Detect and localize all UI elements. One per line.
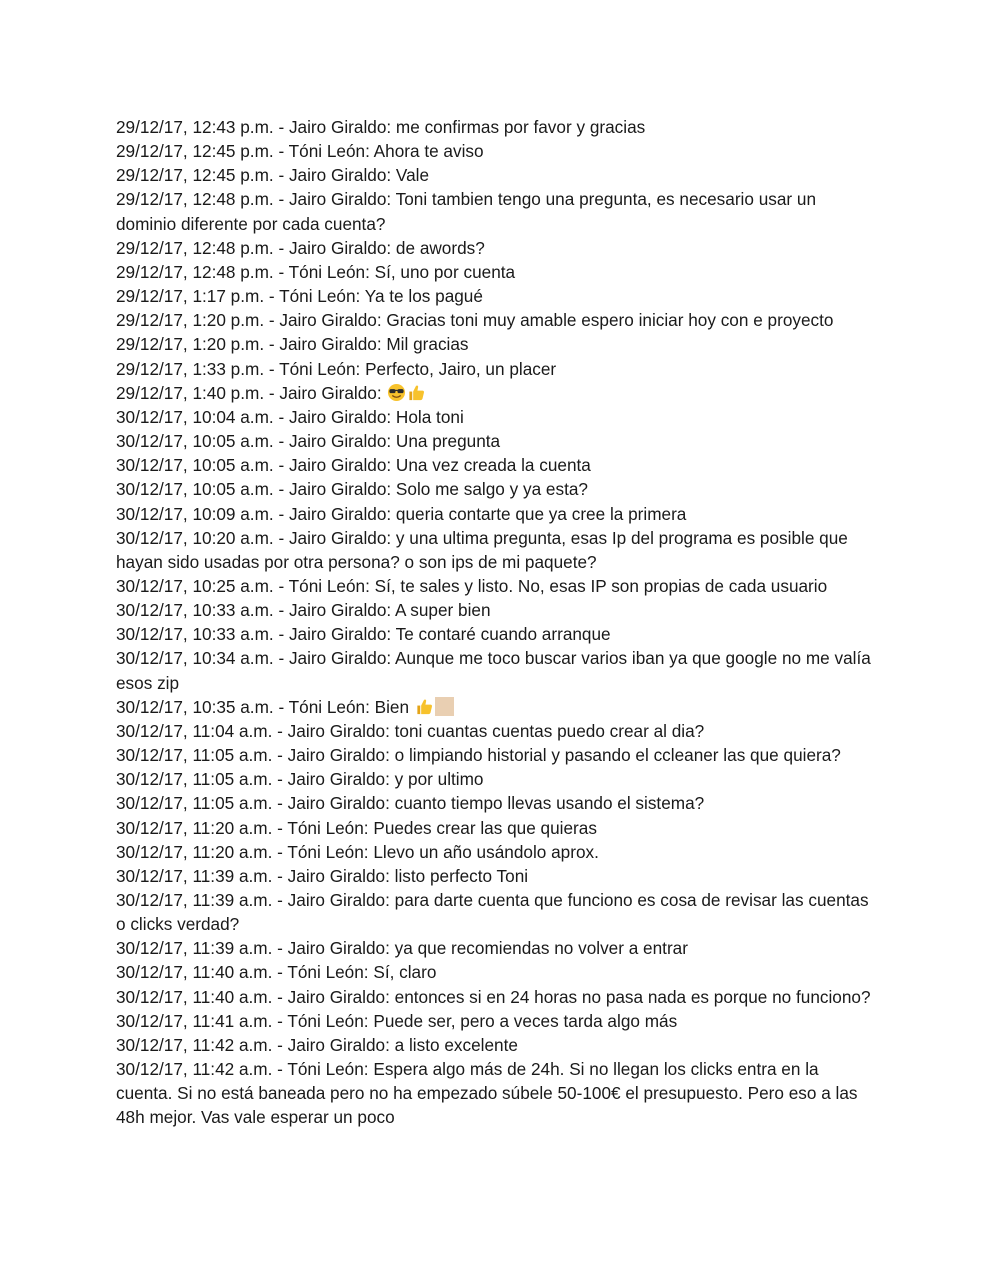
chat-line: 30/12/17, 10:20 a.m. - Jairo Giraldo: y una ultima pregunta, esas Ip del programa es posible que hayan sido usadas por otra persona? o son ips de mi paquete? (116, 527, 848, 572)
chat-line-with-emoji (116, 381, 876, 405)
chat-line: 29/12/17, 12:48 p.m. - Jairo Giraldo: Toni tambien tengo una pregunta, es necesario usar un dominio diferente por cada cuenta? (116, 189, 817, 234)
chat-line: 29/12/17, 12:43 p.m. - Jairo Giraldo: me confirmas por favor y gracias (116, 117, 646, 137)
chat-line: 30/12/17, 10:34 a.m. - Jairo Giraldo: Aunque me toco buscar varios iban ya que google no me valía esos zip (116, 648, 871, 693)
chat-line-with-emoji (116, 695, 876, 719)
skin-tone-modifier-icon (435, 697, 454, 716)
chat-line: 29/12/17, 1:17 p.m. - Tóni León: Ya te los pagué (116, 286, 483, 307)
chat-line: 30/12/17, 10:05 a.m. - Jairo Giraldo: Solo me salgo y ya esta? (116, 479, 588, 500)
chat-line-text: 30/12/17, 10:35 a.m. - Tóni León: Bien (116, 696, 414, 717)
chat-line: 29/12/17, 12:45 p.m. - Jairo Giraldo: Vale (116, 165, 430, 186)
chat-line: 30/12/17, 10:05 a.m. - Jairo Giraldo: Una pregunta (116, 431, 501, 452)
chat-line: 30/12/17, 11:05 a.m. - Jairo Giraldo: o limpiando historial y pasando el ccleaner las que quiera? (116, 745, 841, 766)
chat-line: 30/12/17, 10:04 a.m. - Jairo Giraldo: Hola toni (116, 406, 464, 427)
chat-line: 30/12/17, 11:04 a.m. - Jairo Giraldo: toni cuantas cuentas puedo crear al dia? (116, 720, 705, 741)
chat-line: 30/12/17, 11:20 a.m. - Tóni León: Puedes crear las que quieras (116, 817, 597, 838)
chat-line: 30/12/17, 11:40 a.m. - Tóni León: Sí, claro (116, 962, 437, 983)
chat-line: 30/12/17, 11:40 a.m. - Jairo Giraldo: entonces si en 24 horas no pasa nada es porque no funciono? (116, 986, 871, 1007)
sunglasses-face-icon (387, 383, 406, 402)
chat-line-text: 29/12/17, 1:40 p.m. - Jairo Giraldo: (116, 382, 387, 403)
chat-line: 30/12/17, 11:39 a.m. - Jairo Giraldo: ya que recomiendas no volver a entrar (116, 938, 688, 959)
thumbs-up-icon (415, 697, 434, 716)
chat-line: 30/12/17, 11:39 a.m. - Jairo Giraldo: listo perfecto Toni (116, 865, 529, 886)
chat-line: 30/12/17, 10:33 a.m. - Jairo Giraldo: Te contaré cuando arranque (116, 624, 611, 645)
chat-line: 29/12/17, 12:48 p.m. - Tóni León: Sí, uno por cuenta (116, 261, 516, 282)
chat-line: 29/12/17, 1:33 p.m. - Tóni León: Perfecto, Jairo, un placer (116, 358, 557, 379)
chat-line: 30/12/17, 11:05 a.m. - Jairo Giraldo: cuanto tiempo llevas usando el sistema? (116, 793, 705, 814)
chat-line: 30/12/17, 10:33 a.m. - Jairo Giraldo: A super bien (116, 600, 491, 621)
chat-line: 29/12/17, 1:20 p.m. - Jairo Giraldo: Gracias toni muy amable espero iniciar hoy con e proyecto (116, 310, 834, 331)
chat-line: 30/12/17, 11:42 a.m. - Jairo Giraldo: a listo excelente (116, 1034, 518, 1055)
chat-line: 30/12/17, 11:39 a.m. - Jairo Giraldo: para darte cuenta que funciono es cosa de revisar las cuentas o clicks verdad? (116, 890, 869, 935)
chat-line: 29/12/17, 12:48 p.m. - Jairo Giraldo: de awords? (116, 237, 485, 258)
thumbs-up-icon (407, 383, 426, 402)
chat-line: 30/12/17, 11:41 a.m. - Tóni León: Puede ser, pero a veces tarda algo más (116, 1010, 678, 1031)
chat-line: 30/12/17, 11:05 a.m. - Jairo Giraldo: y por ultimo (116, 769, 484, 790)
chat-line: 30/12/17, 11:42 a.m. - Tóni León: Espera algo más de 24h. Si no llegan los clicks entra en la cuenta. Si no está baneada pero no ha empezado súbele 50-100€ el presupuesto. Pero eso a las 48h mejor. Vas vale esperar un poco (116, 1059, 858, 1128)
chat-transcript (116, 115, 876, 1130)
chat-line: 29/12/17, 12:45 p.m. - Tóni León: Ahora te aviso (116, 141, 484, 162)
chat-line: 30/12/17, 10:25 a.m. - Tóni León: Sí, te sales y listo. No, esas IP son propias de cada usuario (116, 575, 828, 596)
chat-line: 30/12/17, 10:05 a.m. - Jairo Giraldo: Una vez creada la cuenta (116, 455, 591, 476)
chat-line: 30/12/17, 10:09 a.m. - Jairo Giraldo: queria contarte que ya cree la primera (116, 503, 687, 524)
chat-line: 29/12/17, 1:20 p.m. - Jairo Giraldo: Mil gracias (116, 334, 469, 355)
chat-line: 30/12/17, 11:20 a.m. - Tóni León: Llevo un año usándolo aprox. (116, 841, 599, 862)
